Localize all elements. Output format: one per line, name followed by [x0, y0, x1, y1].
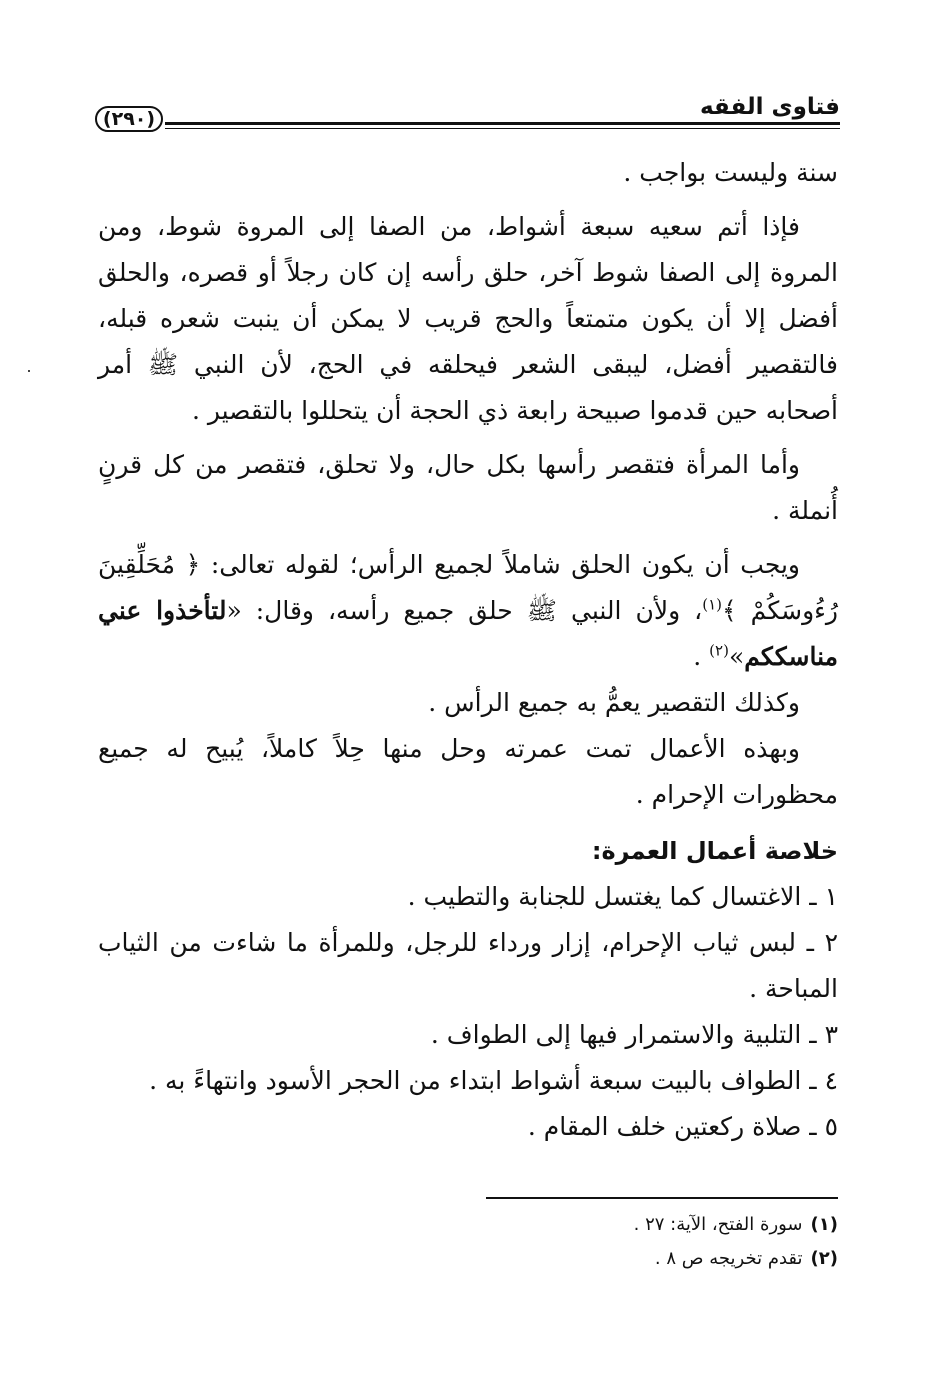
paragraph-text: ويجب أن يكون الحلق شاملاً لجميع الرأس؛ لقوله تعالى: ﴿ مُحَلِّقِينَ رُءُوسَكُمْ ﴾: [98, 550, 838, 625]
footnote: [450, 1208, 838, 1242]
list-item: ١ ـ الاغتسال كما يغتسل للجنابة والتطيب .: [407, 882, 838, 911]
footnote-ref: (١): [702, 595, 723, 614]
main-text: [98, 150, 838, 1150]
list-item: ٣ ـ التلبية والاستمرار فيها إلى الطواف .: [430, 1020, 838, 1049]
paragraph: سنة وليست بواجب .: [623, 158, 838, 187]
paragraph: فإذا أتم سعيه سبعة أشواط، من الصفا إلى المروة شوط، ومن المروة إلى الصفا شوط آخر، حلق رأسه إن كان رجلاً أو قصره، والحلق أفضل إلا أن يكون متمتعاً والحج قريب لا يمكن أن ينبت شعره قبله، فالتقصير أفضل، ليبقى الشعر فيحلقه في الحج، لأن النبي ﷺ أمر أصحابه حين قدموا صبيحة رابعة ذي الحجة أن يتحللوا بالتقصير .: [98, 212, 838, 425]
paragraph: وكذلك التقصير يعمُّ به جميع الرأس .: [428, 688, 800, 717]
header-rule-thin: [165, 128, 840, 129]
footnote-separator: [486, 1197, 838, 1199]
paragraph-text: .: [693, 642, 710, 671]
footnote-text: تقدم تخريجه ص ٨ .: [654, 1248, 803, 1269]
quote-mark: »: [728, 642, 745, 671]
section-heading: خلاصة أعمال العمرة:: [591, 837, 838, 865]
header-rule: [165, 122, 840, 125]
list-item: ٥ ـ صلاة ركعتين خلف المقام .: [527, 1112, 838, 1141]
footnotes: [450, 1208, 838, 1276]
page-header: [95, 92, 840, 136]
footnote-text: سورة الفتح، الآية: ٢٧ .: [633, 1214, 803, 1235]
margin-mark: [28, 370, 30, 372]
paragraph-text: ، ولأن النبي ﷺ حلق جميع رأسه، وقال: «: [226, 596, 703, 625]
paragraph: وأما المرأة فتقصر رأسها بكل حال، ولا تحلق، فتقصر من كل قرنٍ أُنملة .: [98, 450, 838, 525]
footnote-number: (٢): [810, 1248, 838, 1269]
list-item: ٢ ـ لبس ثياب الإحرام، إزار ورداء للرجل، وللمرأة ما شاءت من الثياب المباحة .: [98, 928, 838, 1003]
paragraph: وبهذه الأعمال تمت عمرته وحل منها حِلاً كاملاً، يُبيح له جميع محظورات الإحرام .: [98, 734, 838, 809]
hadith-quote: لتأخذوا عني مناسككم: [98, 596, 838, 671]
footnote-number: (١): [810, 1214, 838, 1235]
page-number: (٢٩٠): [95, 106, 163, 132]
footnote: [450, 1242, 838, 1276]
footnote-ref: (٢): [709, 641, 729, 660]
list-item: ٤ ـ الطواف بالبيت سبعة أشواط ابتداء من الحجر الأسود وانتهاءً به .: [149, 1066, 838, 1095]
running-title: فتاوى الفقه: [699, 94, 840, 120]
paragraph: [98, 542, 838, 680]
